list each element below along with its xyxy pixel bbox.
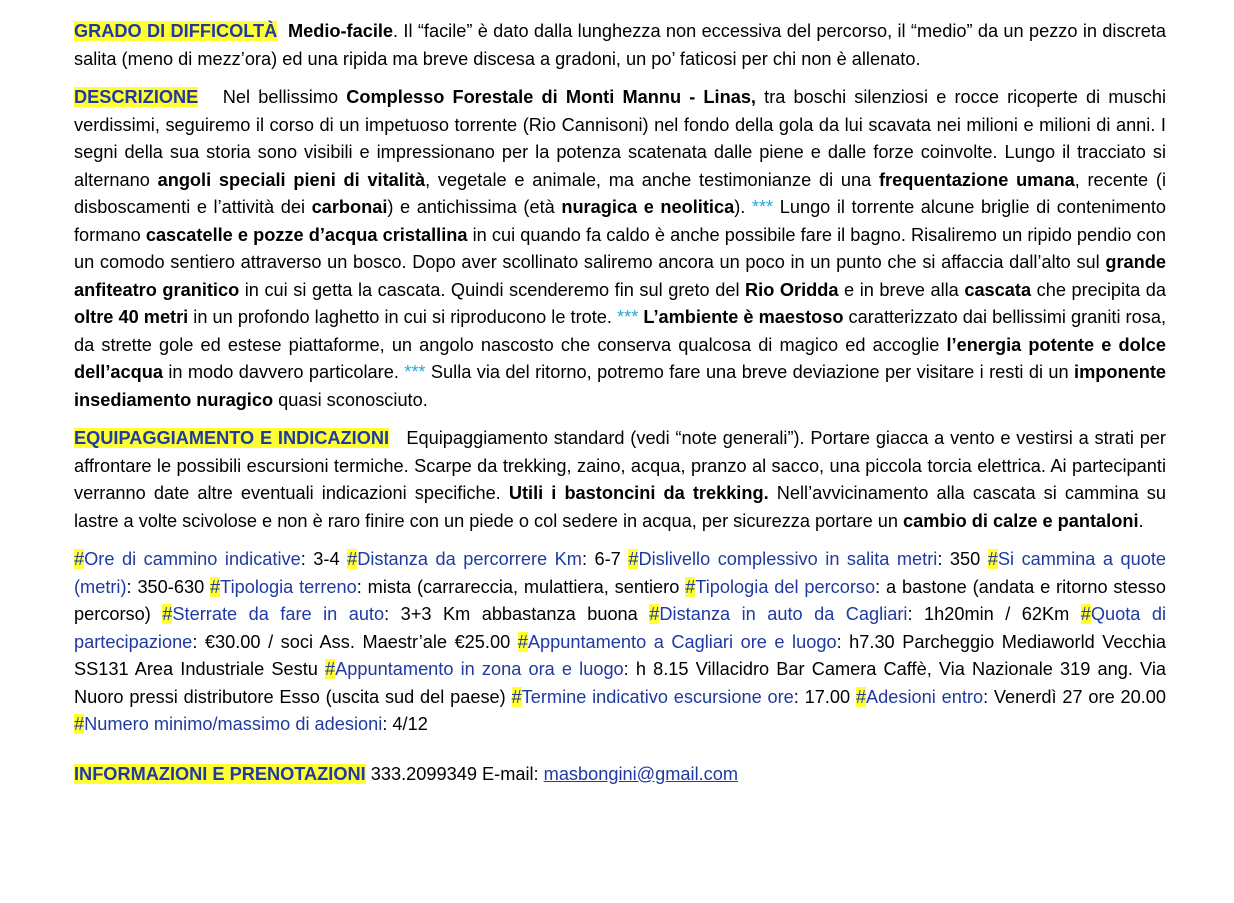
- descrizione-text: tra boschi silenziosi e rocce ricoperte di muschi verdissimi, seguiremo il corso di un impetuoso torrente (Rio Cannisoni) nel fondo della gola da lui scavata nei milioni e milioni di anni. I segni della sua storia sono visibili e impressionano per la potenza scatenata dalle piene e dalle forze coinvolte. Lungo il tracciato si alternano: [74, 87, 1166, 190]
- detail-value: Venerdì 27 ore 20.00: [993, 686, 1166, 707]
- descrizione-bold: Rio Oridda: [745, 279, 839, 300]
- hash-marker: #: [517, 631, 528, 652]
- phone-number: 333.2099349: [370, 763, 477, 784]
- email-link[interactable]: masbongini@gmail.com: [543, 763, 739, 784]
- descrizione-heading: DESCRIZIONE: [74, 87, 199, 107]
- descrizione-text: che precipita da: [1031, 279, 1167, 300]
- hash-marker: #: [685, 576, 696, 597]
- descrizione-bold: nuragica e neolitica: [561, 197, 735, 217]
- descrizione-text: ) e antichissima (età: [387, 197, 562, 217]
- detail-item: #Si cammina a quote (metri): 350-630: [74, 549, 1166, 597]
- descrizione-text: , vegetale e animale, ma anche testimonianze di una: [425, 169, 879, 190]
- detail-item: #Distanza da percorrere Km: 6-7: [347, 549, 621, 569]
- detail-item: #Appuntamento a Cagliari ore e luogo: h7.30 Parcheggio Mediaworld Vecchia SS131 Area Industriale Sestu: [74, 631, 1166, 679]
- descrizione-text: in modo davvero particolare.: [162, 362, 405, 382]
- informazioni-heading: INFORMAZIONI E PRENOTAZIONI: [74, 763, 366, 784]
- hash-marker: #: [628, 549, 639, 569]
- equipaggiamento-bold: cambio di calze e pantaloni: [903, 510, 1139, 531]
- detail-item: #Distanza in auto da Cagliari: 1h20min / 62Km: [649, 604, 1070, 624]
- detail-item: #Adesioni entro: Venerdì 27 ore 20.00: [855, 686, 1166, 707]
- informazioni-paragraph: [74, 761, 1166, 789]
- detail-label: Distanza da percorrere Km: [357, 549, 582, 569]
- detail-label: Distanza in auto da Cagliari: [659, 604, 908, 624]
- descrizione-bold: cascata: [964, 279, 1032, 300]
- detail-label: Tipologia terreno: [220, 576, 357, 597]
- detail-item: #Sterrate da fare in auto: 3+3 Km abbastanza buona: [162, 604, 638, 624]
- detail-item: #Numero minimo/massimo di adesioni: 4/12: [74, 714, 428, 734]
- descrizione-bold: l’energia potente e dolce dell’acqua: [74, 334, 1166, 382]
- detail-value: 6-7: [594, 549, 621, 569]
- descrizione-text: e in breve alla: [838, 279, 965, 300]
- difficolta-level: Medio-facile: [287, 21, 394, 41]
- hash-marker: #: [74, 714, 85, 734]
- hash-marker: #: [649, 604, 660, 624]
- detail-value: 3-4: [313, 549, 340, 569]
- email-label: E-mail:: [482, 763, 539, 784]
- separator-stars: ***: [617, 307, 639, 327]
- detail-item: #Ore di cammino indicative: 3-4: [74, 549, 340, 569]
- detail-label: Appuntamento a Cagliari ore e luogo: [527, 631, 837, 652]
- detail-label: Tipologia del percorso: [695, 576, 876, 597]
- descrizione-text: Sulla via del ritorno, potremo fare una breve deviazione per visitare i resti di un: [425, 362, 1075, 382]
- descrizione-bold: L’ambiente è maestoso: [643, 307, 844, 327]
- descrizione-bold: Complesso Forestale di Monti Mannu - Linas,: [346, 87, 756, 107]
- detail-value: a bastone (andata e ritorno stesso percorso): [74, 576, 1167, 624]
- detail-label: Numero minimo/massimo di adesioni: [84, 714, 383, 734]
- hash-marker: #: [162, 604, 173, 624]
- detail-value: 4/12: [392, 714, 428, 734]
- difficolta-text: . Il “facile” è dato dalla lunghezza non eccessiva del percorso, il “medio” da un pezzo in discreta salita (meno di mezz’ora) ed una ripida ma breve discesa a gradoni, un po’ faticosi per chi non è allenato.: [74, 21, 1166, 69]
- descrizione-paragraph: [74, 84, 1166, 414]
- separator-stars: ***: [404, 362, 426, 382]
- detail-item: #Termine indicativo escursione ore: 17.00: [511, 686, 851, 707]
- descrizione-bold: angoli speciali pieni di vitalità: [157, 169, 426, 190]
- descrizione-text: caratterizzato dai bellissimi graniti rosa, da strette gole ed estese piattaforme, un angolo nascosto che conserva qualcosa di magico ed accoglie: [74, 307, 1166, 355]
- descrizione-text: ).: [734, 197, 752, 217]
- difficolta-paragraph: [74, 18, 1166, 73]
- detail-value: 3+3 Km abbastanza buona: [400, 604, 638, 624]
- detail-label: Appuntamento in zona ora e luogo: [335, 659, 624, 679]
- difficolta-heading: GRADO DI DIFFICOLTÀ: [74, 21, 278, 41]
- descrizione-bold: carbonai: [311, 197, 388, 217]
- detail-value: €30.00 / soci Ass. Maestr’ale €25.00: [204, 631, 511, 652]
- detail-label: Si cammina a quote (metri): [74, 549, 1166, 597]
- hash-marker: #: [1080, 604, 1091, 624]
- descrizione-text: Lungo il torrente alcune briglie di contenimento formano: [74, 197, 1167, 245]
- details-paragraph: [74, 546, 1166, 739]
- descrizione-text: quasi sconosciuto.: [273, 389, 428, 410]
- descrizione-bold: oltre 40 metri: [74, 307, 189, 327]
- detail-item: #Appuntamento in zona ora e luogo: h 8.15 Villacidro Bar Camera Caffè, Via Nazionale 319 ang. Via Nuoro pressi distributore Esso (uscita sud del paese): [74, 659, 1166, 707]
- equipaggiamento-text: Nell’avvicinamento alla cascata si cammina su lastre a volte scivolose e non è raro finire con un piede o col sedere in acqua, per sicurezza portare un: [74, 483, 1166, 531]
- detail-value: 17.00: [804, 686, 851, 707]
- equipaggiamento-bold: Utili i bastoncini da trekking.: [508, 483, 769, 503]
- hash-marker: #: [511, 686, 522, 707]
- hash-marker: #: [855, 686, 867, 707]
- detail-item: #Tipologia del percorso: a bastone (andata e ritorno stesso percorso): [74, 576, 1167, 624]
- descrizione-bold: frequentazione umana: [878, 169, 1075, 190]
- separator-stars: ***: [751, 197, 774, 217]
- equipaggiamento-text: .: [1138, 510, 1144, 531]
- equipaggiamento-text: Equipaggiamento standard (vedi “note generali”). Portare giacca a vento e vestirsi a strati per affrontare le possibili escursioni termiche. Scarpe da trekking, zaino, acqua, pranzo al sacco, una piccola torcia elettrica. Ai partecipanti verranno date altre eventuali indicazioni specifiche.: [74, 428, 1166, 503]
- descrizione-bold: imponente insediamento nuragico: [74, 362, 1166, 410]
- detail-item: #Dislivello complessivo in salita metri: 350: [628, 549, 981, 569]
- detail-value: 350: [949, 549, 981, 569]
- detail-label: Termine indicativo escursione ore: [521, 686, 794, 707]
- detail-value: h 8.15 Villacidro Bar Camera Caffè, Via Nazionale 319 ang. Via Nuoro pressi distributore Esso (uscita sud del paese): [74, 659, 1166, 707]
- detail-label: Quota di partecipazione: [74, 604, 1167, 652]
- detail-label: Dislivello complessivo in salita metri: [638, 549, 938, 569]
- equipaggiamento-paragraph: [74, 425, 1166, 535]
- detail-value: mista (carrareccia, mulattiera, sentiero: [367, 576, 680, 597]
- descrizione-text: , recente (i disboscamenti e l’attività dei: [74, 169, 1167, 217]
- descrizione-text: in un profondo laghetto in cui si riproducono le trote.: [188, 307, 618, 327]
- descrizione-bold: grande anfiteatro granitico: [74, 252, 1166, 300]
- descrizione-text: Nel bellissimo: [222, 87, 347, 107]
- hash-marker: #: [347, 549, 358, 569]
- detail-label: Ore di cammino indicative: [84, 549, 301, 569]
- hash-marker: #: [210, 576, 221, 597]
- detail-value: 1h20min / 62Km: [923, 604, 1070, 624]
- descrizione-text: in cui quando fa caldo è anche possibile fare il bagno. Risaliremo un ripido pendio con un comodo sentiero attraverso un bosco. Dopo aver scollinato saliremo ancora un poco in un punto che si affaccia dall’alto sul: [74, 224, 1166, 272]
- equipaggiamento-heading: EQUIPAGGIAMENTO E INDICAZIONI: [74, 428, 390, 448]
- detail-label: Adesioni entro: [866, 686, 984, 707]
- detail-value: h7.30 Parcheggio Mediaworld Vecchia SS131 Area Industriale Sestu: [74, 631, 1166, 679]
- descrizione-text: in cui si getta la cascata. Quindi scenderemo fin sul greto del: [239, 279, 746, 300]
- detail-item: #Quota di partecipazione: €30.00 / soci Ass. Maestr’ale €25.00: [74, 604, 1167, 652]
- descrizione-bold: cascatelle e pozze d’acqua cristallina: [145, 224, 468, 245]
- hash-marker: #: [987, 549, 998, 569]
- detail-value: 350-630: [137, 576, 205, 597]
- detail-item: #Tipologia terreno: mista (carrareccia, mulattiera, sentiero: [210, 576, 680, 597]
- hash-marker: #: [325, 659, 336, 679]
- detail-label: Sterrate da fare in auto: [172, 604, 385, 624]
- hash-marker: #: [74, 549, 85, 569]
